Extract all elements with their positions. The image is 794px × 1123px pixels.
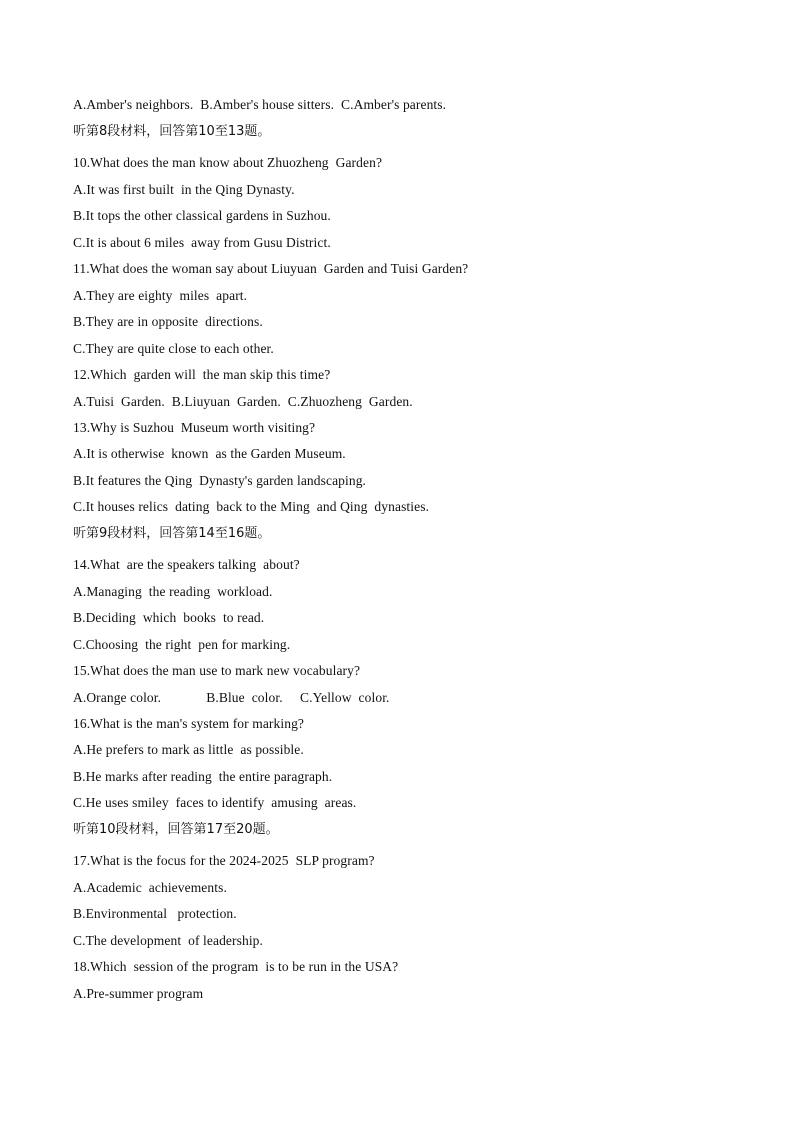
question-18: 18.Which session of the program is to be run in the USA? (73, 959, 399, 974)
option-14-b: B.Deciding which books to read. (73, 610, 265, 625)
option-15-all: A.Orange color. B.Blue color. C.Yellow color. (73, 690, 390, 705)
option-13-a: A.It is otherwise known as the Garden Museum. (73, 446, 346, 461)
option-17-b: B.Environmental protection. (73, 906, 237, 921)
option-16-a: A.He prefers to mark as little as possible. (73, 742, 304, 757)
section-heading-9: 听第9段材料，回答第14至16题。 (73, 526, 271, 541)
option-11-a: A.They are eighty miles apart. (73, 288, 248, 303)
option-17-c: C.The development of leadership. (73, 933, 263, 948)
option-12-all: A.Tuisi Garden. B.Liuyuan Garden. C.Zhuozheng Garden. (73, 394, 413, 409)
option-line-9-a: A.Amber's neighbors. B.Amber's house sitters. C.Amber's parents. (73, 97, 447, 112)
question-12: 12.Which garden will the man skip this time? (73, 367, 331, 382)
option-18-a: A.Pre-summer program (73, 986, 204, 1001)
question-10: 10.What does the man know about Zhuozheng Garden? (73, 155, 383, 170)
option-14-a: A.Managing the reading workload. (73, 584, 273, 599)
option-10-b: B.It tops the other classical gardens in Suzhou. (73, 208, 331, 223)
option-11-b: B.They are in opposite directions. (73, 314, 263, 329)
question-11: 11.What does the woman say about Liuyuan Garden and Tuisi Garden? (73, 261, 469, 276)
question-17: 17.What is the focus for the 2024-2025 SLP program? (73, 853, 375, 868)
option-16-c: C.He uses smiley faces to identify amusing areas. (73, 795, 357, 810)
option-13-c: C.It houses relics dating back to the Ming and Qing dynasties. (73, 499, 430, 514)
option-14-c: C.Choosing the right pen for marking. (73, 637, 291, 652)
question-15: 15.What does the man use to mark new vocabulary? (73, 663, 361, 678)
option-10-a: A.It was first built in the Qing Dynasty. (73, 182, 295, 197)
option-13-b: B.It features the Qing Dynasty's garden landscaping. (73, 473, 367, 488)
option-11-c: C.They are quite close to each other. (73, 341, 274, 356)
option-10-c: C.It is about 6 miles away from Gusu District. (73, 235, 331, 250)
question-16: 16.What is the man's system for marking? (73, 716, 305, 731)
option-16-b: B.He marks after reading the entire paragraph. (73, 769, 333, 784)
question-13: 13.Why is Suzhou Museum worth visiting? (73, 420, 316, 435)
question-14: 14.What are the speakers talking about? (73, 557, 300, 572)
section-heading-8: 听第8段材料，回答第10至13题。 (73, 124, 271, 139)
section-heading-10: 听第10段材料，回答第17至20题。 (73, 822, 279, 837)
option-17-a: A.Academic achievements. (73, 880, 227, 895)
